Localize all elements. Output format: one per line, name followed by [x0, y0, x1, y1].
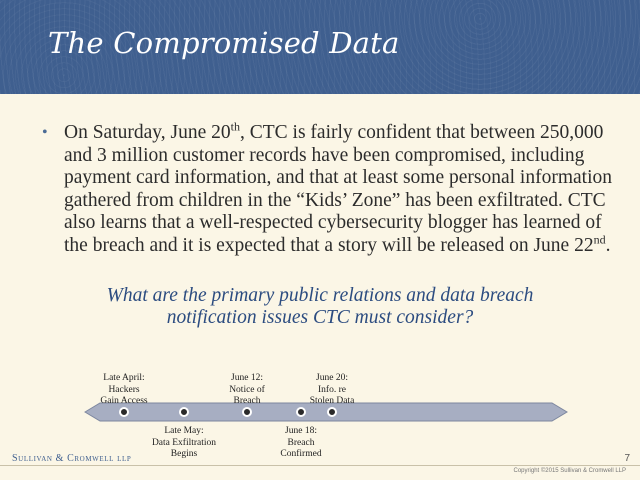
label-line: Info. re — [318, 384, 346, 395]
label-line: Begins — [170, 449, 198, 459]
footer-divider — [0, 465, 640, 466]
label-line: June 18: — [285, 426, 317, 436]
firm-logo: Sullivan & Cromwell llp — [12, 453, 132, 464]
title-banner — [0, 0, 640, 94]
timeline-label-june-12 — [202, 373, 292, 408]
timeline — [0, 360, 640, 460]
label-line: Late April: — [103, 373, 145, 383]
discussion-question: What are the primary public relations and data breach notification issues CTC must consider? — [106, 285, 534, 328]
label-line: Gain Access — [100, 396, 148, 406]
timeline-marker — [297, 408, 305, 416]
label-line: Late May: — [164, 426, 204, 436]
slide-title: The Compromised Data — [48, 26, 400, 60]
timeline-label-june-18 — [256, 426, 346, 461]
label-line: Breach — [233, 396, 261, 406]
label-line: Breach — [287, 437, 315, 448]
timeline-marker — [328, 408, 336, 416]
label-line: Notice of — [229, 384, 265, 395]
timeline-label-late-april — [79, 373, 169, 408]
label-line: June 20: — [316, 373, 348, 383]
timeline-marker — [120, 408, 128, 416]
timeline-marker — [243, 408, 251, 416]
label-line: Data Exfiltration — [151, 437, 217, 448]
timeline-marker — [180, 408, 188, 416]
label-line: Stolen Data — [309, 396, 355, 406]
page-number: 7 — [624, 453, 630, 464]
body-text-sup: th — [230, 119, 240, 134]
bullet-dot-icon: • — [42, 124, 48, 141]
body-text-sup: nd — [593, 232, 606, 246]
timeline-label-june-20 — [287, 373, 377, 408]
label-line: Confirmed — [280, 449, 322, 459]
body-text-part: , CTC is fairly confident that between 250,000 and 3 million customer records have been compromised, including payment card information, and that at least some personal information gathered from children in the “Kids’ Zone” has been exfiltrated. CTC also learns that a well-respected cybersecurity blogger has learned of the breach and it is expected that a story will be released on June 22 — [64, 122, 612, 256]
timeline-label-late-may — [139, 426, 229, 461]
body-text-part: . — [605, 234, 611, 256]
label-line: June 12: — [231, 373, 263, 383]
label-line: Hackers — [108, 384, 140, 395]
bullet-text — [42, 119, 612, 257]
copyright-notice: Copyright ©2015 Sullivan & Cromwell LLP — [513, 468, 626, 474]
body-bullet — [42, 119, 612, 257]
body-text-part: On Saturday, June 20 — [64, 122, 231, 143]
